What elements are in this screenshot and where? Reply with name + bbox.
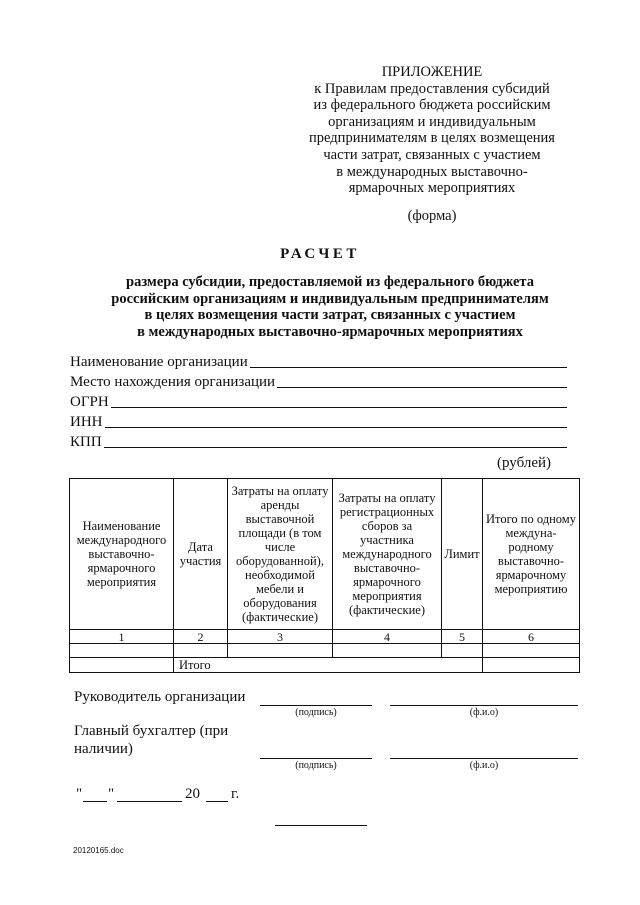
accountant-label-line2: наличии) <box>74 741 133 757</box>
head-label: Руководитель организации <box>74 689 246 705</box>
date-month-blank[interactable] <box>117 801 182 802</box>
table-row[interactable] <box>70 644 580 658</box>
table-cell[interactable] <box>174 644 228 658</box>
table-cell[interactable] <box>483 644 580 658</box>
accountant-name-line[interactable] <box>390 758 578 759</box>
subtitle-line: в целях возмещения части затрат, связанных с участием <box>144 307 516 324</box>
column-number: 3 <box>228 630 333 644</box>
date-day-blank[interactable] <box>83 801 107 802</box>
divider-line <box>275 825 367 826</box>
doc-filename: 20120165.doc <box>73 846 124 855</box>
kpp-label: КПП <box>70 434 102 450</box>
date-quote-close: " <box>108 786 115 802</box>
appendix-header <box>282 64 582 197</box>
date-quote-open: " <box>76 786 83 802</box>
org-name-field[interactable] <box>70 352 567 371</box>
header-rent-costs: Затраты на оплату аренды выставочной площади (в том числе оборудованной), необходимой мебели и оборудования (фактические) <box>228 479 333 630</box>
appendix-line: к Правилам предоставления субсидий <box>314 80 550 97</box>
column-number: 2 <box>174 630 228 644</box>
accountant-sign-hint: (подпись) <box>295 760 337 771</box>
table-number-row <box>70 630 580 644</box>
document-subtitle <box>40 274 620 340</box>
accountant-signature-line[interactable] <box>260 758 372 759</box>
table-cell[interactable] <box>442 644 483 658</box>
table-header-row <box>70 479 580 630</box>
header-total: Итого по одному междуна-родному выставочно-ярмарочному мероприятию <box>483 479 580 630</box>
location-field[interactable] <box>70 372 567 391</box>
kpp-field[interactable] <box>70 432 567 451</box>
accountant-name-hint: (ф.и.о) <box>469 760 499 771</box>
column-number: 4 <box>333 630 442 644</box>
subtitle-line: в международных выставочно-ярмарочных мероприятиях <box>137 323 523 340</box>
inn-label: ИНН <box>70 414 103 430</box>
column-number: 1 <box>70 630 174 644</box>
ogrn-label: ОГРН <box>70 394 109 410</box>
location-label: Место нахождения организации <box>70 374 276 390</box>
appendix-line: из федерального бюджета российским <box>313 97 551 114</box>
column-number: 5 <box>442 630 483 644</box>
date-year-prefix: 20 <box>185 786 200 802</box>
appendix-line: ярмарочных мероприятиях <box>348 180 516 197</box>
ogrn-blank[interactable] <box>111 394 567 408</box>
calculation-table <box>69 478 580 673</box>
subtitle-line: российским организациям и индивидуальным предпринимателям <box>111 290 549 307</box>
appendix-line: ПРИЛОЖЕНИЕ <box>381 64 483 80</box>
subtitle-line: размера субсидии, предоставляемой из федерального бюджета <box>126 274 534 290</box>
header-registration-costs: Затраты на оплату регистрационных сборов за участника международного выставочно-ярмарочного мероприятия (фактические) <box>333 479 442 630</box>
appendix-line: в международных выставочно- <box>336 163 528 180</box>
head-name-line[interactable] <box>390 705 578 706</box>
header-date: Дата участия <box>174 479 228 630</box>
inn-blank[interactable] <box>105 414 568 428</box>
form-note: (форма) <box>407 208 457 224</box>
column-number: 6 <box>483 630 580 644</box>
units-note: (рублей) <box>497 455 552 471</box>
org-name-blank[interactable] <box>250 354 567 368</box>
table-total-row <box>70 658 580 673</box>
head-signature-line[interactable] <box>260 705 372 706</box>
appendix-line: предпринимателям в целях возмещения <box>309 130 555 147</box>
ogrn-field[interactable] <box>70 392 567 411</box>
header-event-name: Наименование международного выставочно-ярмарочного мероприятия <box>70 479 174 630</box>
document-title: РАСЧЕТ <box>280 246 360 262</box>
kpp-blank[interactable] <box>104 434 567 448</box>
head-name-hint: (ф.и.о) <box>469 707 499 718</box>
location-blank[interactable] <box>277 374 567 388</box>
table-cell[interactable] <box>333 644 442 658</box>
accountant-label-line1: Главный бухгалтер (при <box>74 723 229 739</box>
date-year-blank[interactable] <box>206 801 228 802</box>
appendix-line: части затрат, связанных с участием <box>323 146 541 163</box>
total-value-cell[interactable] <box>483 658 580 673</box>
org-name-label: Наименование организации <box>70 354 248 370</box>
table-cell[interactable] <box>228 644 333 658</box>
date-year-suffix: г. <box>231 786 240 802</box>
table-cell[interactable] <box>70 644 174 658</box>
table-cell <box>70 658 174 673</box>
inn-field[interactable] <box>70 412 567 431</box>
total-label: Итого <box>174 658 483 673</box>
appendix-line: организациям и индивидуальным <box>328 113 536 130</box>
head-sign-hint: (подпись) <box>295 707 337 718</box>
header-limit: Лимит <box>442 479 483 630</box>
